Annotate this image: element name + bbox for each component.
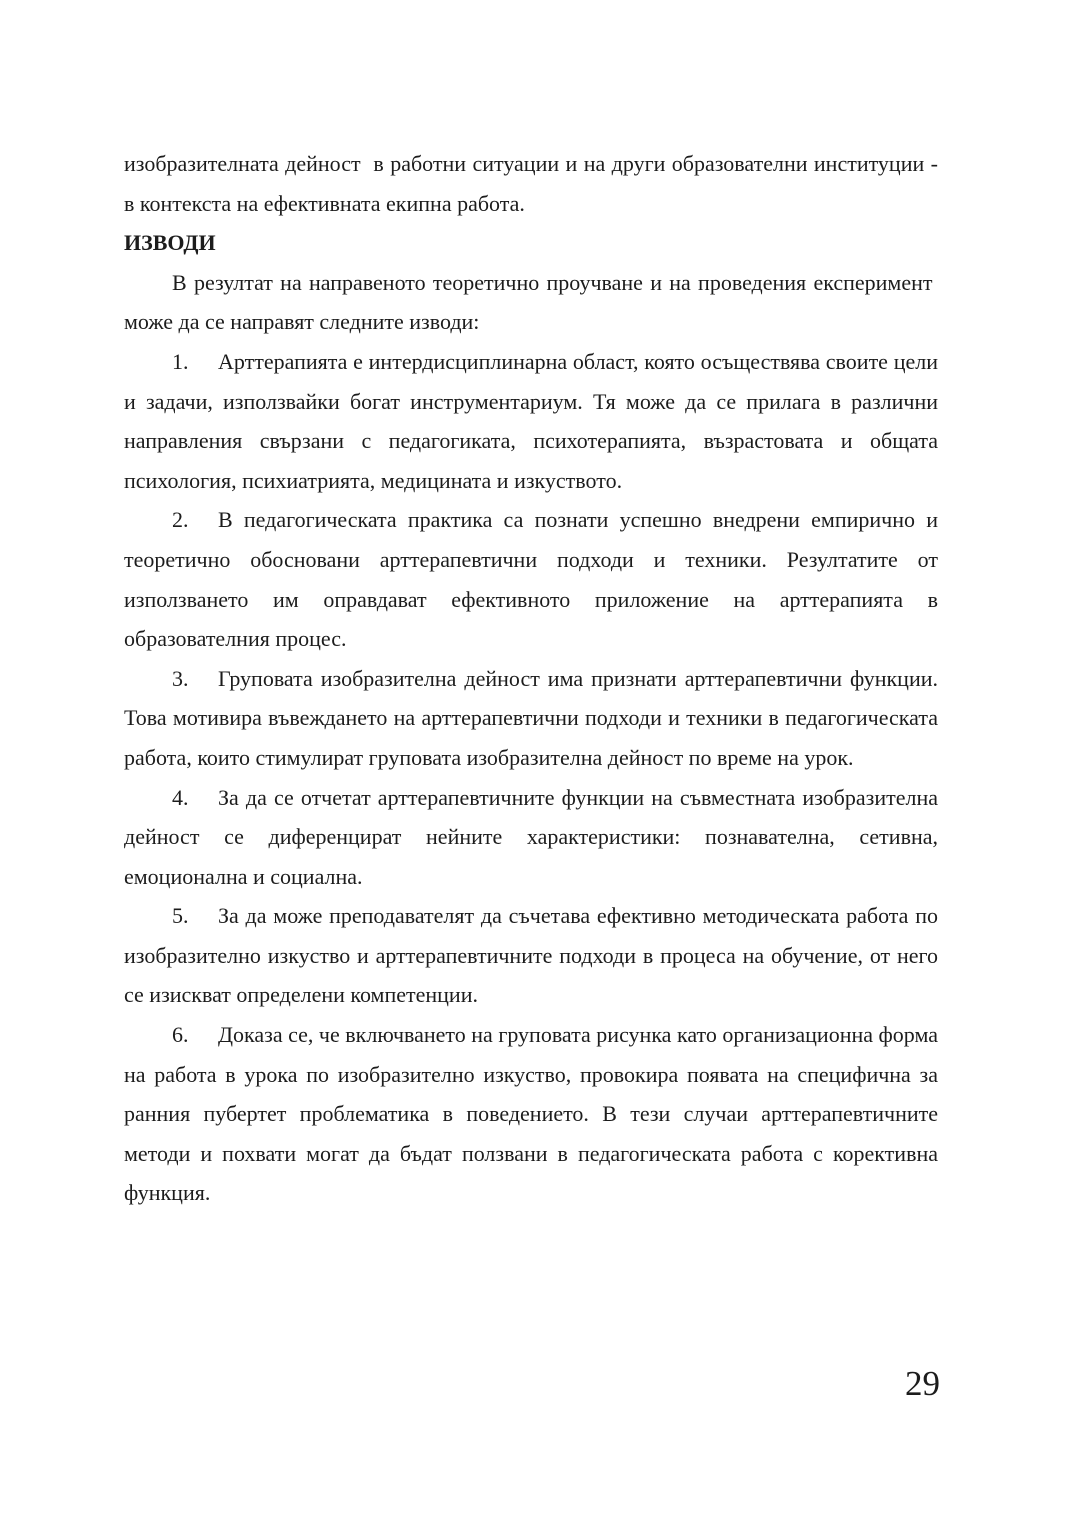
paragraph-continuation: изобразителната дейност в работни ситуации и на други образователни институции - в контекста на ефективната екипна работа. <box>124 151 938 216</box>
item-text: За да може преподавателят да съчетава ефективно методическата работа по изобразително изкуство и арттерапевтичните подходи в процеса на обучение, от него се изискват определени компетенции. <box>124 903 938 1008</box>
item-number: 2. <box>172 507 189 533</box>
item-text: Доказа се, че включването на груповата рисунка като организационна форма на работа в урока по изобразително изкуство, провокира появата на специфична за ранния пубертет проблематика в поведението. В тези случаи арттерапевтичните методи и похвати могат да бъдат ползвани в педагогическата работа с корективна функция. <box>124 1022 938 1206</box>
conclusion-item <box>124 500 938 658</box>
page-number: 29 <box>905 1364 940 1403</box>
item-text: Арттерапията е интердисциплинарна област, която осъществява своите цели и задачи, използвайки богат инструментариум. Тя може да се прилага в различни направления свързани с педагогиката, психотерапията, възрастовата и общата психология, психиатрията, медицината и изкуството. <box>124 348 938 493</box>
conclusion-item <box>124 896 938 1015</box>
intro-paragraph: В резултат на направеното теоретично проучване и на проведения експеримент може да се направят следните изводи: <box>124 269 938 335</box>
section-heading-conclusions: ИЗВОДИ <box>124 230 216 256</box>
page-content <box>124 144 938 1213</box>
conclusion-item <box>124 342 938 500</box>
conclusion-item <box>124 778 938 897</box>
item-number: 5. <box>172 903 189 929</box>
conclusion-item <box>124 1015 938 1213</box>
item-number: 1. <box>172 348 189 374</box>
item-number: 4. <box>172 784 189 810</box>
item-number: 3. <box>172 665 189 691</box>
conclusion-item <box>124 659 938 778</box>
item-text: Груповата изобразителна дейност има признати арттерапевтични функции. Това мотивира въвеждането на арттерапевтични подходи и техники в педагогическата работа, които стимулират груповата изобразителна дейност по време на урок. <box>124 665 938 770</box>
item-text: В педагогическата практика са познати успешно внедрени емпирично и теоретично обосновани арттерапевтични подходи и техники. Резултатите от използването им оправдават ефективното приложение на арттерапията в образователния процес. <box>124 507 938 652</box>
item-number: 6. <box>172 1022 189 1048</box>
item-text: За да се отчетат арттерапевтичните функции на съвместната изобразителна дейност се диференцират нейните характеристики: познавателна, сетивна, емоционална и социална. <box>124 784 938 889</box>
